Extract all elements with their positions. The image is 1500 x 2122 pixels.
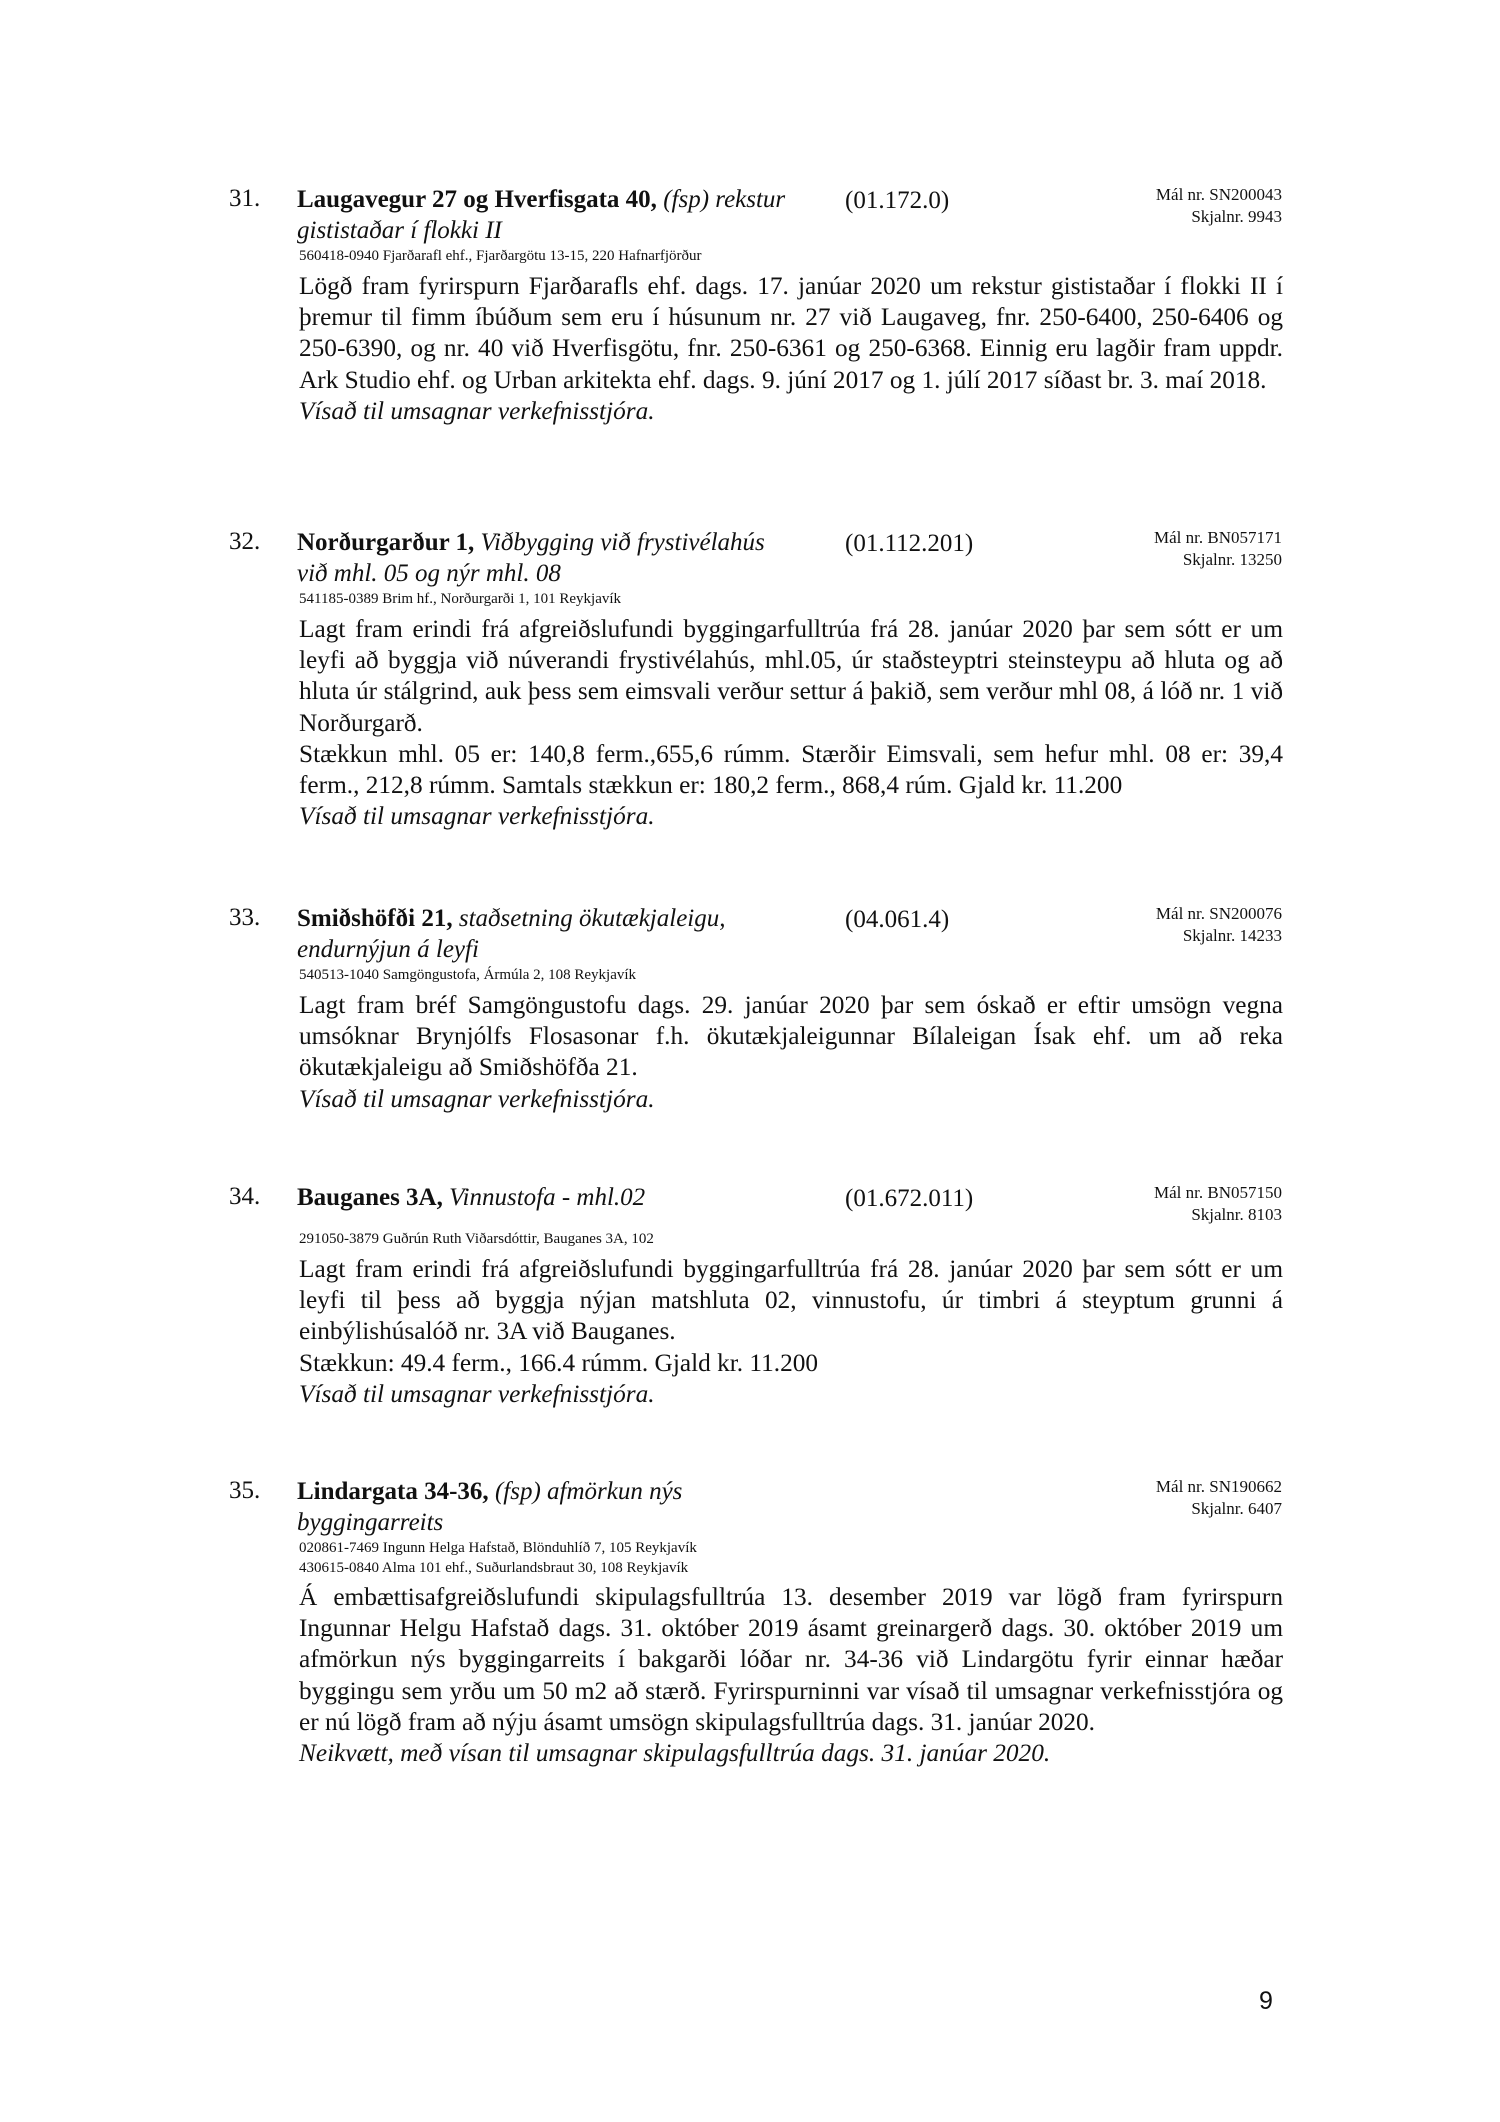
item-conclusion: Vísað til umsagnar verkefnisstjóra. (299, 1379, 655, 1408)
item-paragraph: Á embættisafgreiðslufundi skipulagsfulltrúa 13. desember 2019 var lögð fram fyrirspurn Ingunnar Helgu Hafstað dags. 31. október 2019 ásamt greinargerð dags. 30. október 2019 um afmörkun nýs byggingarreits í bakgarði lóðar nr. 34-36 við Lindargötu fyrir einnar hæðar byggingu sem yrðu um 50 m2 að stærð. Fyrirspurninni var vísað til umsagnar verkefnisstjóra og er nú lögð fram að nýju ásamt umsögn skipulagsfulltrúa dags. 31. janúar 2020. (299, 1583, 1283, 1736)
item-paragraph: Lagt fram erindi frá afgreiðslufundi byggingarfulltrúa frá 28. janúar 2020 þar sem sótt er um leyfi til þess að byggja nýjan matshluta 02, vinnustofu, úr timbri á steyptum grunni á einbýlishúsalóð nr. 3A við Bauganes. (299, 1255, 1283, 1346)
applicants (299, 1229, 654, 1249)
item-conclusion: Vísað til umsagnar verkefnisstjóra. (299, 1084, 655, 1113)
skjal-nr: Skjalnr. 6407 (1191, 1499, 1282, 1518)
applicant: 020861-7469 Ingunn Helga Hafstað, Blönduhlíð 7, 105 Reykjavík (299, 1540, 697, 1556)
skjal-nr: Skjalnr. 9943 (1191, 207, 1282, 226)
item-title (297, 184, 797, 246)
item-address: Smiðshöfði 21, (297, 905, 453, 932)
item-title (297, 1476, 767, 1538)
applicants (299, 246, 702, 266)
item-body (299, 614, 1283, 832)
mal-nr: Mál nr. BN057171 (1154, 528, 1282, 547)
item-body (299, 1254, 1283, 1410)
item-refs (1154, 527, 1282, 571)
item-code: (04.061.4) (845, 906, 950, 933)
item-conclusion: Neikvætt, með vísan til umsagnar skipulagsfulltrúa dags. 31. janúar 2020. (299, 1739, 1051, 1768)
skjal-nr: Skjalnr. 14233 (1182, 926, 1282, 945)
mal-nr: Mál nr. SN200043 (1155, 185, 1282, 204)
item-conclusion: Vísað til umsagnar verkefnisstjóra. (299, 802, 655, 831)
page-number: 9 (1259, 1987, 1273, 2015)
item-title (297, 527, 797, 589)
item-code: (01.112.201) (845, 530, 974, 557)
item-body (299, 1582, 1283, 1769)
applicant: 541185-0389 Brim hf., Norðurgarði 1, 101 Reykjavík (299, 591, 622, 607)
mal-nr: Mál nr. BN057150 (1154, 1183, 1282, 1202)
item-number: 33. (229, 904, 261, 931)
item-paragraph: Lagt fram bréf Samgöngustofu dags. 29. janúar 2020 þar sem óskað er eftir umsögn vegna umsóknar Brynjólfs Flosasonar f.h. ökutækjaleigunnar Bílaleigan Ísak ehf. um að reka ökutækjaleigu að Smiðshöfða 21. (299, 991, 1283, 1082)
item-subject: staðsetning ökutækjaleigu, endurnýjun á leyfi (297, 905, 726, 963)
item-code: (01.172.0) (845, 187, 950, 214)
skjal-nr: Skjalnr. 13250 (1182, 550, 1282, 569)
item-number: 31. (229, 185, 261, 212)
item-address: Laugavegur 27 og Hverfisgata 40, (297, 186, 657, 213)
item-refs (1156, 184, 1282, 228)
item-number: 35. (229, 1477, 261, 1504)
applicant: 560418-0940 Fjarðarafl ehf., Fjarðargötu 13-15, 220 Hafnarfjörður (299, 248, 702, 264)
applicant: 430615-0840 Alma 101 ehf., Suðurlandsbraut 30, 108 Reykjavík (299, 1560, 689, 1576)
item-paragraph: Lögð fram fyrirspurn Fjarðarafls ehf. dags. 17. janúar 2020 um rekstur gististaðar í flokki II í þremur til fimm íbúðum sem eru í húsunum nr. 27 við Laugaveg, fnr. 250-6400, 250-6406 og 250-6390, og nr. 40 við Hverfisgötu, fnr. 250-6361 og 250-6368. Einnig eru lagðir fram uppdr. Ark Studio ehf. og Urban arkitekta ehf. dags. 9. júní 2017 og 1. júlí 2017 síðast br. 3. maí 2018. (299, 272, 1283, 394)
item-subject: (fsp) afmörkun nýs byggingarreits (297, 1478, 683, 1536)
item-title (297, 903, 797, 965)
item-paragraph: Stækkun mhl. 05 er: 140,8 ferm.,655,6 rúmm. Stærðir Eimsvali, sem hefur mhl. 08 er: 39,4 ferm., 212,8 rúmm. Samtals stækkun er: 180,2 ferm., 868,4 rúm. Gjald kr. 11.200 (299, 739, 1283, 800)
item-paragraph: Stækkun: 49.4 ferm., 166.4 rúmm. Gjald kr. 11.200 (299, 1348, 819, 1377)
applicant: 540513-1040 Samgöngustofa, Ármúla 2, 108 Reykjavík (299, 967, 637, 983)
item-refs (1154, 1182, 1282, 1226)
item-number: 34. (229, 1183, 261, 1210)
item-address: Norðurgarður 1, (297, 529, 475, 556)
applicants (299, 1538, 697, 1578)
applicants (299, 965, 636, 985)
applicants (299, 589, 621, 609)
item-body (299, 990, 1283, 1115)
item-number: 32. (229, 528, 261, 555)
item-conclusion: Vísað til umsagnar verkefnisstjóra. (299, 396, 655, 425)
item-subject: (fsp) rekstur gististaðar í flokki II (297, 186, 786, 244)
applicant: 291050-3879 Guðrún Ruth Viðarsdóttir, Bauganes 3A, 102 (299, 1231, 654, 1247)
item-subject: Vinnustofa - mhl.02 (449, 1184, 646, 1211)
mal-nr: Mál nr. SN190662 (1155, 1477, 1282, 1496)
item-refs (1156, 1476, 1282, 1520)
item-address: Bauganes 3A, (297, 1184, 443, 1211)
mal-nr: Mál nr. SN200076 (1155, 904, 1282, 923)
item-code: (01.672.011) (845, 1185, 974, 1212)
item-refs (1156, 903, 1282, 947)
skjal-nr: Skjalnr. 8103 (1191, 1205, 1282, 1224)
item-title (297, 1182, 797, 1213)
item-subject: Viðbygging við frystivélahús við mhl. 05 og nýr mhl. 08 (297, 529, 765, 587)
item-body (299, 271, 1283, 427)
item-paragraph: Lagt fram erindi frá afgreiðslufundi byggingarfulltrúa frá 28. janúar 2020 þar sem sótt er um leyfi að byggja við núverandi frystivélahús, mhl.05, úr staðsteyptri steinsteypu að hluta og að hluta úr stálgrind, auk þess sem eimsvali verður settur á þakið, sem verður mhl 08, á lóð nr. 1 við Norðurgarð. (299, 615, 1283, 737)
item-address: Lindargata 34-36, (297, 1478, 489, 1505)
